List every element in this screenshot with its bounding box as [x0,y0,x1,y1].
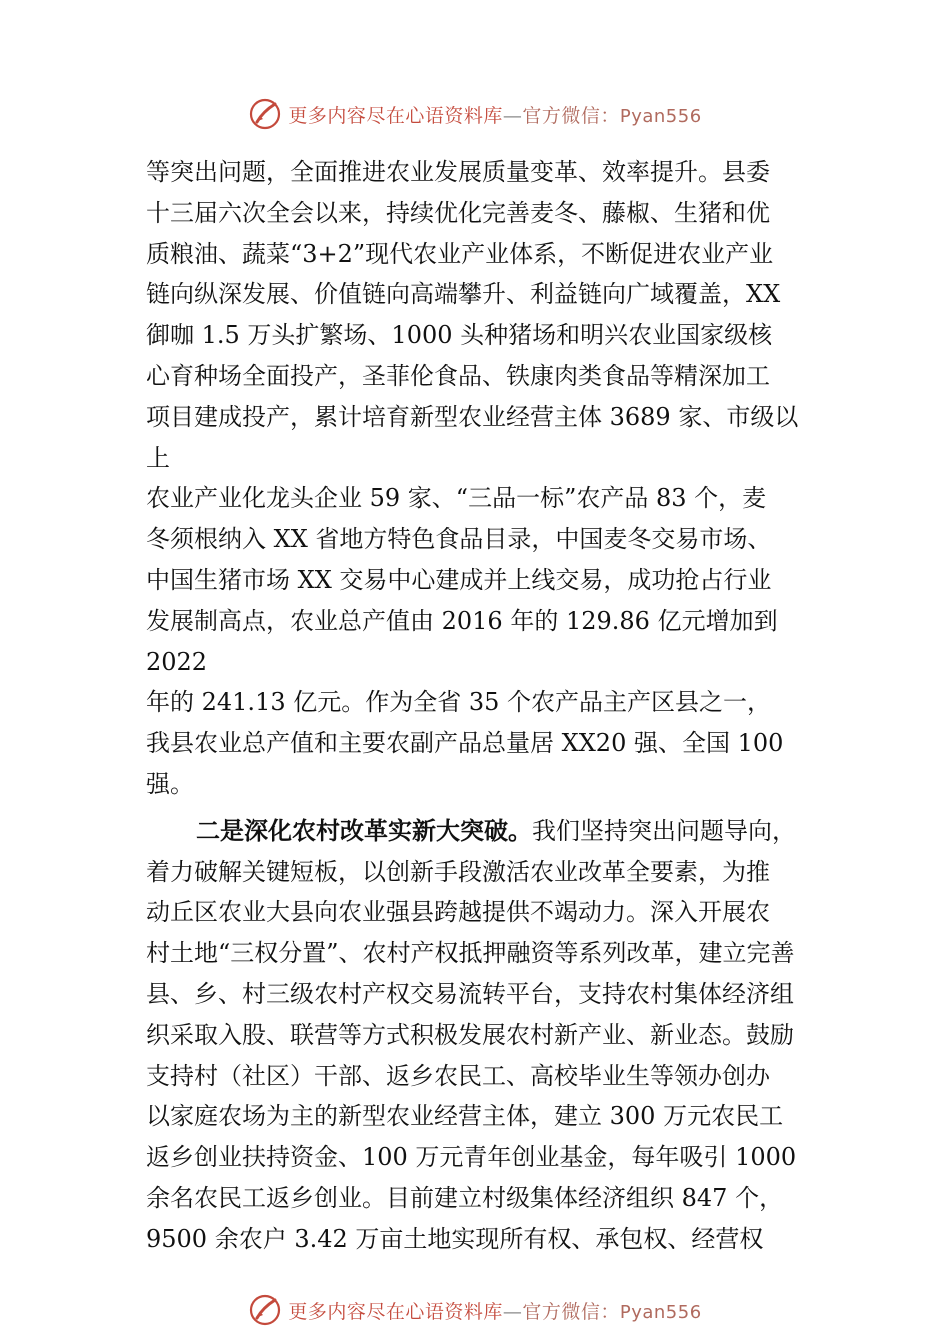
brush-logo-icon [248,97,282,131]
text-line: 发展制高点，农业总产值由 2016 年的 129.86 亿元增加到 [146,606,778,635]
paragraph-2 [146,811,826,1260]
text-line: 冬须根纳入 XX 省地方特色食品目录，中国麦冬交易市场、 [146,525,772,554]
text-line: 等突出问题，全面推进农业发展质量变革、效率提升。县委 [146,158,770,186]
text-line: 余名农民工返乡创业。目前建立村级集体经济组织 847 个， [146,1183,784,1212]
watermark-wechat-label: 官方微信： [522,104,620,127]
section-heading: 二是深化农村改革实新大突破。 [196,816,532,845]
watermark-main: 更多内容尽在心语资料库 [288,104,503,127]
text-line: 村土地“三权分置”、农村产权抵押融资等系列改革，建立完善 [146,939,795,968]
watermark-wechat-id: Pyan556 [619,105,702,127]
text-line: 项目建成投产，累计培育新型农业经营主体 3689 家、市级以 [146,402,799,431]
text-line: 质粮油、蔬菜“3+2”现代农业产业体系，不断促进农业产业 [146,239,774,268]
header-watermark [0,94,950,134]
text-line: 年的 241.13 亿元。作为全省 35 个农产品主产区县之一， [146,688,772,717]
watermark-wechat-id: Pyan556 [619,1301,702,1323]
text-line: 心育种场全面投产，圣菲伦食品、铁康肉类食品等精深加工 [146,361,770,390]
text-line: 返乡创业扶持资金、100 万元青年创业基金，每年吸引 1000 [146,1143,797,1172]
watermark-separator: — [502,1300,523,1323]
text-line: 中国生猪市场 XX 交易中心建成并上线交易，成功抢占行业 [146,565,772,594]
paragraph-1 [146,152,826,805]
text-line: 上 [146,443,170,472]
text-line: 县、乡、村三级农村产权交易流转平台，支持农村集体经济组 [146,979,794,1008]
watermark-wechat-label: 官方微信： [522,1300,620,1323]
watermark-separator: — [502,104,523,127]
brush-logo-icon [248,1293,282,1327]
text-line: 9500 余农户 3.42 万亩土地实现所有权、承包权、经营权 [146,1224,764,1253]
watermark-text [288,1297,701,1324]
text-line: 链向纵深发展、价值链向高端攀升、利益链向广域覆盖，XX [146,280,781,309]
text-line: 农业产业化龙头企业 59 家、“三品一标”农产品 83 个，麦 [146,484,767,513]
paragraph-2-first-line [146,811,826,852]
text-line: 2022 [146,647,208,676]
text-line: 支持村（社区）干部、返乡农民工、高校毕业生等领办创办 [146,1061,770,1090]
text-line: 十三届六次全会以来，持续优化完善麦冬、藤椒、生猪和优 [146,198,770,227]
text-line: 以家庭农场为主的新型农业经营主体，建立 300 万元农民工 [146,1102,784,1131]
document-body [146,152,826,1260]
watermark-text [288,101,701,128]
text-line: 我县农业总产值和主要农副产品总量居 XX20 强、全国 100 [146,729,784,758]
watermark-main: 更多内容尽在心语资料库 [288,1300,503,1323]
text-line: 强。 [146,769,194,798]
text-run: 我们坚持突出问题导向， [532,816,796,845]
text-line: 织采取入股、联营等方式积极发展农村新产业、新业态。鼓励 [146,1020,794,1049]
footer-watermark [0,1290,950,1330]
text-line: 着力破解关键短板，以创新手段激活农业改革全要素，为推 [146,857,770,886]
text-line: 动丘区农业大县向农业强县跨越提供不竭动力。深入开展农 [146,898,770,927]
text-line: 御咖 1.5 万头扩繁场、1000 头种猪场和明兴农业国家级核 [146,321,773,350]
